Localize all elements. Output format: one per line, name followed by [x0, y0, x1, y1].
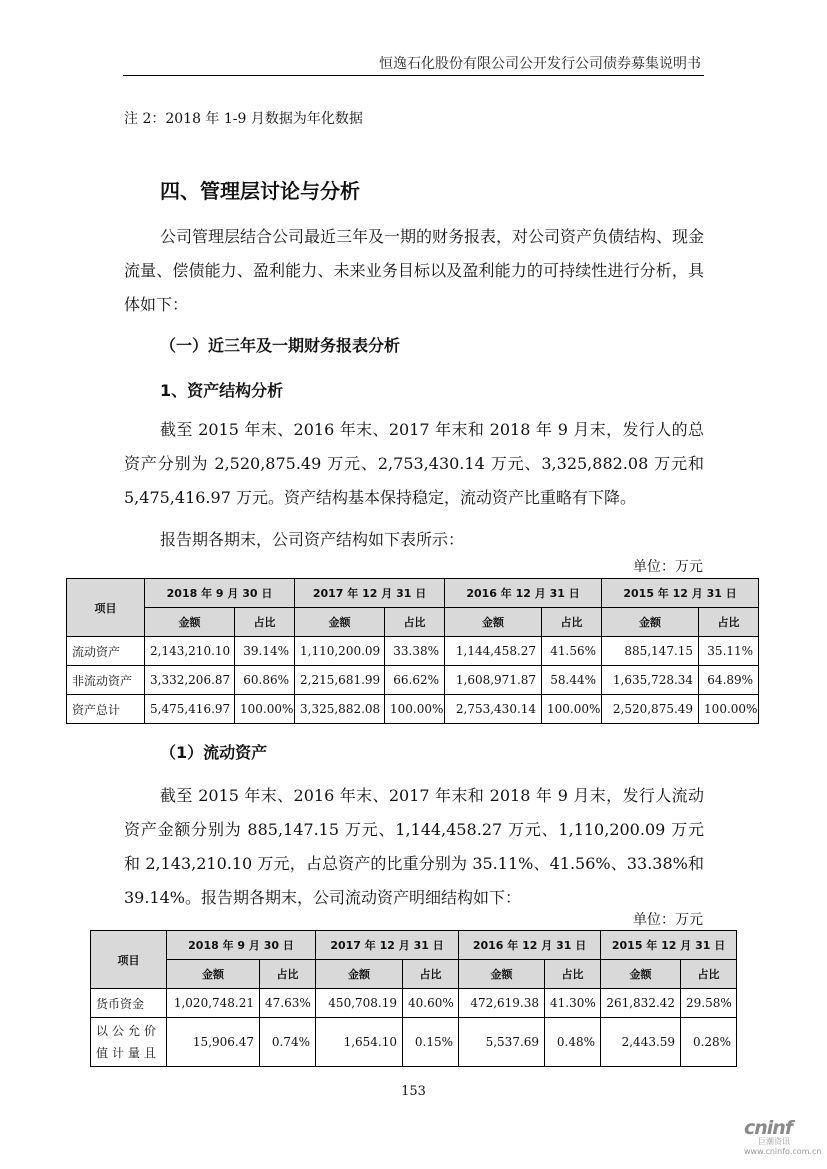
page-number: 153 [401, 1084, 426, 1099]
cell: 0.15% [403, 1018, 459, 1067]
ratio-header: 占比 [235, 608, 295, 637]
cell: 1,654.10 [316, 1018, 403, 1067]
cell: 0.48% [545, 1018, 601, 1067]
row-label: 非流动资产 [67, 666, 145, 695]
table-header-row [67, 579, 759, 608]
cell: 0.74% [260, 1018, 316, 1067]
cell: 58.44% [542, 666, 602, 695]
logo-brand: cninf [744, 1117, 793, 1139]
row-label: 流动资产 [67, 637, 145, 666]
cell: 29.58% [681, 989, 737, 1018]
section-title: 四、管理层讨论与分析 [160, 179, 360, 203]
amount-header: 金额 [145, 608, 235, 637]
document-header-title: 恒逸石化股份有限公司公开发行公司债券募集说明书 [379, 56, 701, 72]
amount-header: 金额 [602, 608, 699, 637]
period-header: 2015 年 12 月 31 日 [602, 579, 759, 608]
cell: 66.62% [385, 666, 445, 695]
cell: 41.56% [542, 637, 602, 666]
cell: 2,520,875.49 [602, 695, 699, 724]
header-divider [123, 75, 704, 76]
cell: 15,906.47 [167, 1018, 260, 1067]
period-header: 2017 年 12 月 31 日 [316, 931, 459, 960]
table-intro: 报告期各期末，公司资产结构如下表所示： [160, 530, 465, 549]
asset-paragraph: 截至 2015 年末、2016 年末、2017 年末和 2018 年 9 月末，发行人的总资产分别为 2,520,875.49 万元、2,753,430.14 万元、3,325,882.08 万元和 5,475,416.97 万元。资产结构基本保持稳定，流动资产比重略有下降。 [124, 420, 704, 507]
table-header-row [91, 931, 737, 960]
cell: 100.00% [699, 695, 759, 724]
cell: 33.38% [385, 637, 445, 666]
logo-subtitle: 巨潮资讯 [758, 1137, 790, 1146]
table-row [91, 989, 737, 1018]
amount-header: 金额 [445, 608, 542, 637]
subsection-title: （一）近三年及一期财务报表分析 [160, 336, 401, 355]
cell: 261,832.42 [601, 989, 681, 1018]
intro-paragraph: 公司管理层结合公司最近三年及一期的财务报表，对公司资产负债结构、现金流量、偿债能力、盈利能力、未来业务目标以及盈利能力的可持续性进行分析，具体如下： [124, 227, 705, 314]
item-header: 项目 [67, 579, 145, 637]
cell: 100.00% [385, 695, 445, 724]
note-text: 注 2：2018 年 1-9 月数据为年化数据 [124, 111, 363, 127]
cell: 3,325,882.08 [295, 695, 385, 724]
cell: 1,608,971.87 [445, 666, 542, 695]
unit-label: 单位：万元 [633, 912, 703, 928]
row-label: 货币资金 [91, 989, 167, 1018]
table-row [91, 1018, 737, 1067]
cell: 472,619.38 [459, 989, 545, 1018]
cell: 3,332,206.87 [145, 666, 235, 695]
cell: 5,475,416.97 [145, 695, 235, 724]
cell: 40.60% [403, 989, 459, 1018]
row-label: 以公允价值计量且 [91, 1018, 167, 1067]
table-subheader-row [91, 960, 737, 989]
row-label: 资产总计 [67, 695, 145, 724]
period-header: 2018 年 9 月 30 日 [145, 579, 295, 608]
cell: 1,110,200.09 [295, 637, 385, 666]
cell: 35.11% [699, 637, 759, 666]
cell: 885,147.15 [602, 637, 699, 666]
amount-header: 金额 [167, 960, 260, 989]
cell: 1,635,728.34 [602, 666, 699, 695]
period-header: 2016 年 12 月 31 日 [445, 579, 602, 608]
cell: 2,443.59 [601, 1018, 681, 1067]
ratio-header: 占比 [260, 960, 316, 989]
cell: 0.28% [681, 1018, 737, 1067]
cell: 60.86% [235, 666, 295, 695]
cell: 2,215,681.99 [295, 666, 385, 695]
asset-structure-title: 1、资产结构分析 [160, 381, 284, 400]
asset-structure-table [66, 578, 759, 724]
unit-label: 单位：万元 [633, 559, 703, 575]
table-subheader-row [67, 608, 759, 637]
cell: 2,753,430.14 [445, 695, 542, 724]
ratio-header: 占比 [403, 960, 459, 989]
item-header: 项目 [91, 931, 167, 989]
table-row [67, 637, 759, 666]
ratio-header: 占比 [699, 608, 759, 637]
period-header: 2016 年 12 月 31 日 [459, 931, 601, 960]
amount-header: 金额 [295, 608, 385, 637]
cell: 5,537.69 [459, 1018, 545, 1067]
cell: 1,020,748.21 [167, 989, 260, 1018]
period-header: 2018 年 9 月 30 日 [167, 931, 316, 960]
period-header: 2015 年 12 月 31 日 [601, 931, 737, 960]
amount-header: 金额 [601, 960, 681, 989]
cell: 39.14% [235, 637, 295, 666]
cell: 2,143,210.10 [145, 637, 235, 666]
ratio-header: 占比 [542, 608, 602, 637]
cell: 450,708.19 [316, 989, 403, 1018]
cell: 64.89% [699, 666, 759, 695]
ratio-header: 占比 [545, 960, 601, 989]
cninfo-logo [744, 1117, 824, 1157]
logo-url: www.cninfo.com.cn [744, 1147, 822, 1156]
ratio-header: 占比 [681, 960, 737, 989]
table-row [67, 695, 759, 724]
table-row [67, 666, 759, 695]
period-header: 2017 年 12 月 31 日 [295, 579, 445, 608]
current-assets-table [90, 930, 737, 1067]
cell: 41.30% [545, 989, 601, 1018]
cell: 1,144,458.27 [445, 637, 542, 666]
current-assets-paragraph: 截至 2015 年末、2016 年末、2017 年末和 2018 年 9 月末，发行人流动资产金额分别为 885,147.15 万元、1,144,458.27 万元、1,110,200.09 万元和 2,143,210.10 万元，占总资产的比重分别为 35.11%、41.56%、33.38%和 39.14%。报告期各期末，公司流动资产明细结构如下： [124, 786, 704, 907]
amount-header: 金额 [459, 960, 545, 989]
ratio-header: 占比 [385, 608, 445, 637]
cell: 100.00% [235, 695, 295, 724]
cell: 47.63% [260, 989, 316, 1018]
cell: 100.00% [542, 695, 602, 724]
current-assets-title: （1）流动资产 [160, 743, 268, 762]
amount-header: 金额 [316, 960, 403, 989]
